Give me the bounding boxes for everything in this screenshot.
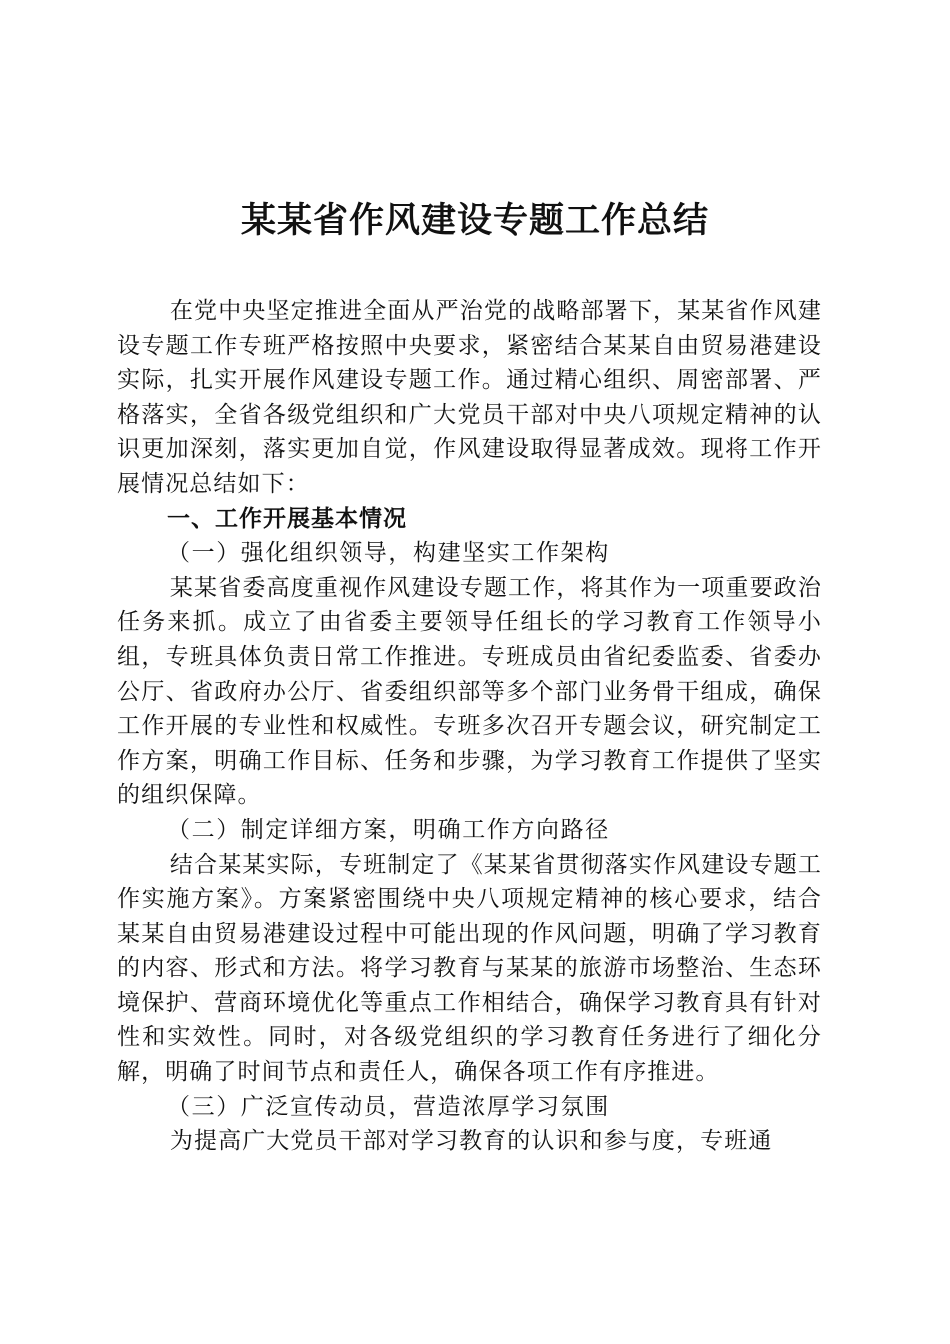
subsection-paragraph-1: 某某省委高度重视作风建设专题工作，将其作为一项重要政治任务来抓。成立了由省委主要领导任组长的学习教育工作领导小组，专班具体负责日常工作推进。专班成员由省纪委监委、省委办公厅、省政府办公厅、省委组织部等多个部门业务骨干组成，确保工作开展的专业性和权威性。专班多次召开专题会议，研究制定工作方案，明确工作目标、任务和步骤，为学习教育工作提供了坚实的组织保障。 [117,574,822,809]
subsection-heading-3: （三）广泛宣传动员，营造浓厚学习氛围 [167,1093,610,1120]
intro-paragraph: 在党中央坚定推进全面从严治党的战略部署下，某某省作风建设专题工作专班严格按照中央要求，紧密结合某某自由贸易港建设实际，扎实开展作风建设专题工作。通过精心组织、周密部署、严格落实，全省各级党组织和广大党员干部对中央八项规定精神的认识更加深刻，落实更加自觉，作风建设取得显著成效。现将工作开展情况总结如下： [117,298,822,497]
subsection-paragraph-2: 结合某某实际，专班制定了《某某省贯彻落实作风建设专题工作实施方案》。方案紧密围绕中央八项规定精神的核心要求，结合某某自由贸易港建设过程中可能出现的作风问题，明确了学习教育的内容、形式和方法。将学习教育与某某的旅游市场整治、生态环境保护、营商环境优化等重点工作相结合，确保学习教育具有针对性和实效性。同时，对各级党组织的学习教育任务进行了细化分解，明确了时间节点和责任人，确保各项工作有序推进。 [117,851,822,1086]
document-body [117,294,822,1159]
subsection-paragraph-3: 为提高广大党员干部对学习教育的认识和参与度，专班通 [169,1128,773,1155]
section-heading-1: 一、工作开展基本情况 [167,505,407,532]
document-title: 某某省作风建设专题工作总结 [240,200,709,241]
subsection-heading-2: （二）制定详细方案，明确工作方向路径 [167,816,610,843]
subsection-heading-1: （一）强化组织领导，构建坚实工作架构 [167,540,610,567]
